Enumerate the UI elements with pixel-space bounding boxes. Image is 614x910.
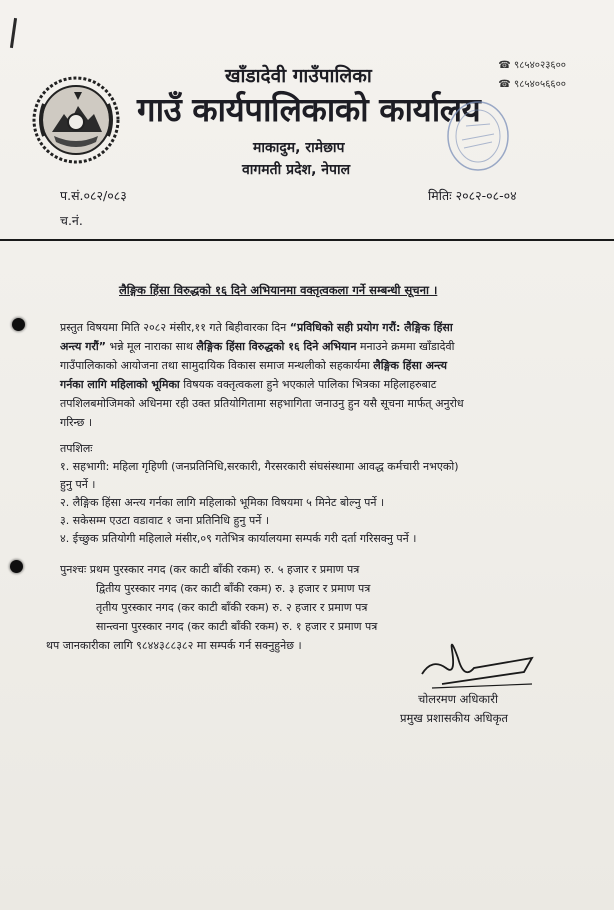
body-bold-text: अन्त्य गरौं” bbox=[60, 340, 106, 353]
prize-item: द्वितीय पुरस्कार नगद (कर काटी बाँकी रकम) रु. ३ हजार र प्रमाण पत्र bbox=[96, 582, 371, 595]
prize-item: प्रथम पुरस्कार नगद (कर काटी बाँकी रकम) रु. ५ हजार र प्रमाण पत्र bbox=[89, 563, 360, 576]
signer-title: प्रमुख प्रशासकीय अधिकृत bbox=[400, 711, 508, 725]
phone-number-2: ☎ ९८५४०५६६०० bbox=[498, 79, 566, 90]
prizes-section bbox=[46, 560, 378, 655]
details-item: ४. ईच्छुक प्रतियोगी महिलाले मंसीर,०९ गतेभित्र कार्यालयमा सम्पर्क गरी दर्ता गरिसक्नु पर्ने । bbox=[60, 532, 417, 545]
body-line bbox=[60, 337, 540, 356]
municipality-name: खाँडादेवी गाउँपालिका bbox=[225, 65, 372, 87]
phone-number-1: ☎ ९८५४०२३६०० bbox=[498, 60, 566, 71]
contact-line: थप जानकारीका लागि ९८४४३८८३८२ मा सम्पर्क गर्न सक्नुहुनेछ । bbox=[46, 639, 302, 652]
details-item: ३. सकेसम्म एउटा वडावाट १ जना प्रतिनिधि हुनु पर्ने । bbox=[60, 514, 269, 527]
office-name: गाउँ कार्यपालिकाको कार्यालय bbox=[137, 90, 481, 129]
body-text: गरिन्छ । bbox=[60, 416, 93, 429]
postscript-label: पुनश्चः bbox=[60, 563, 87, 576]
body-line bbox=[60, 375, 540, 394]
punch-hole-icon bbox=[12, 318, 25, 331]
letter-date: मितिः २०८२-०८-०४ bbox=[428, 188, 517, 203]
prize-item: सान्त्वना पुरस्कार नगद (कर काटी बाँकी रकम) रु. १ हजार र प्रमाण पत्र bbox=[96, 620, 378, 633]
details-item: १. सहभागी: महिला गृहिणी (जनप्रतिनिधि,सरकारी, गैरसरकारी संघसंस्थामा आवद्ध कर्मचारी नभएको) bbox=[60, 460, 459, 473]
pen-mark bbox=[10, 18, 17, 48]
address-line-1: माकादुम, रामेछाप bbox=[253, 140, 345, 156]
body-bold-text: गर्नका लागि महिलाको भूमिका bbox=[60, 378, 180, 391]
body-text: मनाउने क्रममा खाँडादेवी bbox=[356, 340, 455, 353]
details-section bbox=[60, 440, 459, 548]
body-bold-text: लैङ्गिक हिंसा विरुद्धको १६ दिने अभियान bbox=[196, 340, 357, 353]
header-divider bbox=[0, 239, 614, 241]
body-line bbox=[60, 318, 540, 337]
address-line-2: वागमती प्रदेश, नेपाल bbox=[242, 162, 351, 178]
phone-numbers bbox=[498, 56, 566, 94]
dispatch-number: च.नं. bbox=[60, 213, 83, 228]
office-stamp-icon bbox=[440, 96, 510, 176]
signer-name: चोलरमण अधिकारी bbox=[418, 692, 498, 706]
body-bold-text: “प्रविधिको सही प्रयोग गरौं: लैङ्गिक हिंसा bbox=[289, 321, 453, 334]
handwritten-signature-icon bbox=[412, 628, 552, 698]
body-line bbox=[60, 394, 540, 413]
body-bold-text: लैङ्गिक हिंसा अन्त्य bbox=[373, 359, 447, 372]
body-text: विषयक वक्तृत्वकला हुने भएकाले पालिका भित्रका महिलाहरुबाट bbox=[179, 378, 437, 391]
body-text: गाउँपालिकाको आयोजना तथा सामुदायिक विकास समाज मन्थलीको सहकार्यमा bbox=[60, 359, 374, 372]
prize-row bbox=[60, 560, 377, 579]
details-item: २. लैङ्गिक हिंसा अन्त्य गर्नका लागि महिलाको भूमिका विषयमा ५ मिनेट बोल्नु पर्ने । bbox=[60, 496, 385, 509]
notice-body bbox=[60, 318, 540, 432]
notice-subject: लैङ्गिक हिंसा विरुद्धको १६ दिने अभियानमा वक्तृत्वकला गर्ने सम्बन्धी सूचना । bbox=[119, 283, 438, 297]
body-line bbox=[60, 413, 540, 432]
nepal-emblem-icon bbox=[30, 74, 122, 166]
body-text: प्रस्तुत विषयमा मिति २०८२ मंसीर,११ गते बिहीवारका दिन bbox=[60, 321, 290, 334]
details-heading: तपशिलः bbox=[60, 442, 93, 455]
details-item: हुनु पर्ने । bbox=[60, 478, 96, 491]
body-text: भन्ने मूल नाराका साथ bbox=[105, 340, 197, 353]
prize-item: तृतीय पुरस्कार नगद (कर काटी बाँकी रकम) रु. २ हजार र प्रमाण पत्र bbox=[96, 601, 368, 614]
body-line bbox=[60, 356, 540, 375]
body-text: तपशिलबमोजिमको अधिनमा रही उक्त प्रतियोगितामा सहभागिता जनाउनु हुन यसै सूचना मार्फत् अनुरोध bbox=[60, 397, 464, 410]
reference-number: प.सं.०८२/०८३ bbox=[60, 188, 127, 203]
punch-hole-icon bbox=[10, 560, 23, 573]
